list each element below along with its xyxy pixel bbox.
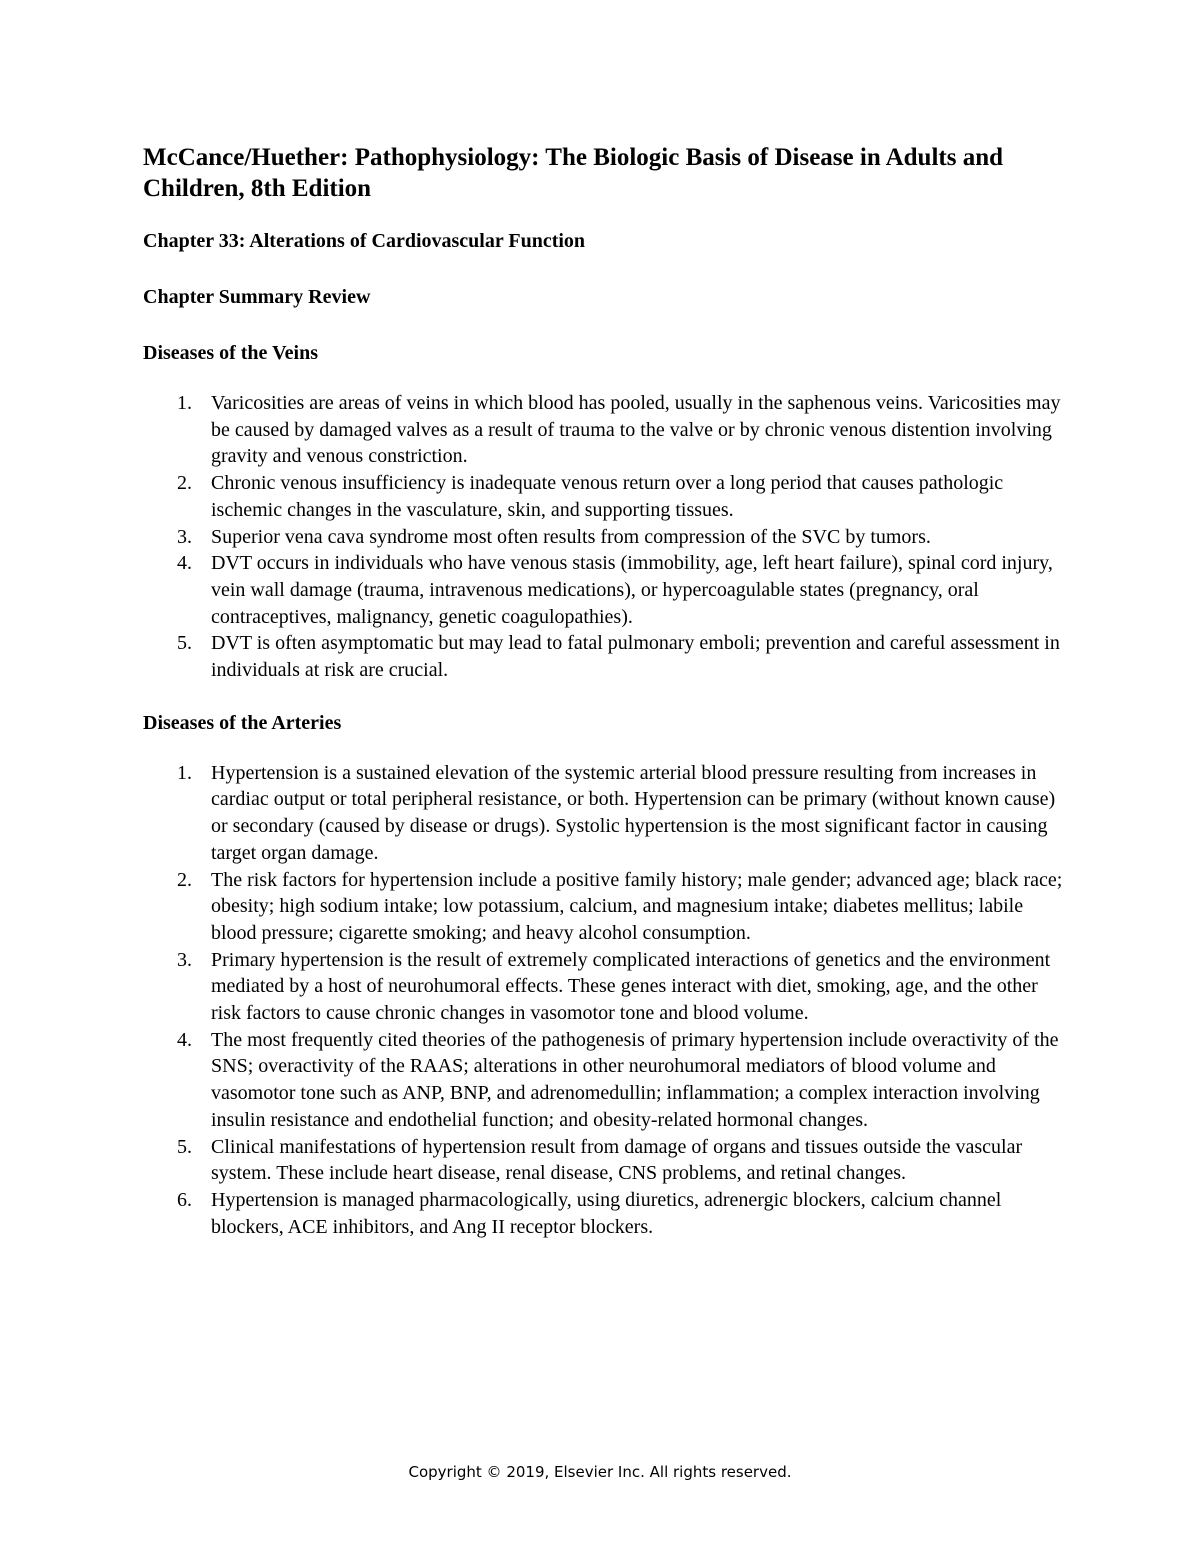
list-item-text: Chronic venous insufficiency is inadequate venous return over a long period that causes pathologic ischemic changes in the vasculature, skin, and supporting tissues. [211,472,1004,521]
list-item-number: 6. [177,1188,192,1211]
list-item-number: 1. [177,392,192,414]
list-item-number: 4. [177,552,192,575]
list-item-text: Varicosities are areas of veins in which blood has pooled, usually in the saphenous veins. Varicosities may be caused by damaged valves as a result of trauma to the valve or by chronic venous distention involving gravity and venous constriction. [211,392,1061,468]
list-item-number: 4. [177,1028,192,1051]
arteries-list [143,760,1063,1241]
section-heading-arteries: Diseases of the Arteries [143,711,342,734]
list-item [143,867,1063,947]
list-item-text: Hypertension is managed pharmacologically, using diuretics, adrenergic blockers, calcium channel blockers, ACE inhibitors, and Ang II receptor blockers. [211,1188,1002,1238]
list-item-number: 2. [177,472,192,495]
chapter-title: Chapter 33: Alterations of Cardiovascular Function [143,230,586,252]
list-item-number: 3. [177,948,192,971]
list-item [143,1134,1063,1187]
list-item-text: DVT occurs in individuals who have venous stasis (immobility, age, left heart failure), spinal cord injury, vein wall damage (trauma, intravenous medications), or hypercoagulable states (pregnancy, oral contraceptives, malignancy, genetic coagulopathies). [211,552,1053,628]
list-item [143,550,1063,630]
list-item [143,1187,1063,1240]
page-content [143,142,1063,1266]
list-item [143,470,1063,523]
list-item-text: The risk factors for hypertension include a positive family history; male gender; advanced age; black race; obesity; high sodium intake; low potassium, calcium, and magnesium intake; diabetes mellitus; labile blood pressure; cigarette smoking; and heavy alcohol consumption. [211,868,1063,944]
copyright-footer: Copyright © 2019, Elsevier Inc. All rights reserved. [408,1463,792,1481]
list-item [143,390,1063,470]
list-item-text: Superior vena cava syndrome most often results from compression of the SVC by tumors. [211,525,931,548]
list-item-number: 1. [177,761,192,784]
list-item-text: DVT is often asymptomatic but may lead to fatal pulmonary emboli; prevention and careful assessment in individuals at risk are crucial. [211,632,1060,682]
list-item [143,630,1063,683]
list-item [143,524,1063,551]
section-heading-veins: Diseases of the Veins [143,342,319,364]
list-item [143,947,1063,1027]
list-item-number: 3. [177,525,192,548]
list-item-number: 5. [177,632,192,655]
list-item [143,1027,1063,1134]
list-item-text: Hypertension is a sustained elevation of the systemic arterial blood pressure resulting from increases in cardiac output or total peripheral resistance, or both. Hypertension can be primary (without known cause) or secondary (caused by disease or drugs). Systolic hypertension is the most significant factor in causing target organ damage. [211,761,1056,864]
list-item-text: The most frequently cited theories of the pathogenesis of primary hypertension include overactivity of the SNS; overactivity of the RAAS; alterations in other neurohumoral mediators of blood volume and vasomotor tone such as ANP, BNP, and adrenomedullin; inflammation; a complex interaction involving insulin resistance and endothelial function; and obesity-related hormonal changes. [211,1028,1059,1131]
list-item-number: 2. [177,868,192,891]
book-title: McCance/Huether: Pathophysiology: The Biologic Basis of Disease in Adults and Children, 8th Edition [143,144,1004,202]
list-item-text: Primary hypertension is the result of extremely complicated interactions of genetics and the environment mediated by a host of neurohumoral effects. These genes interact with diet, smoking, age, and the other risk factors to cause chronic changes in vasomotor tone and blood volume. [211,948,1051,1025]
list-item [143,760,1063,867]
list-item-text: Clinical manifestations of hypertension result from damage of organs and tissues outside the vascular system. These include heart disease, renal disease, CNS problems, and retinal changes. [211,1135,1023,1185]
list-item-number: 5. [177,1135,192,1158]
summary-heading: Chapter Summary Review [143,286,371,308]
veins-list [143,390,1063,684]
